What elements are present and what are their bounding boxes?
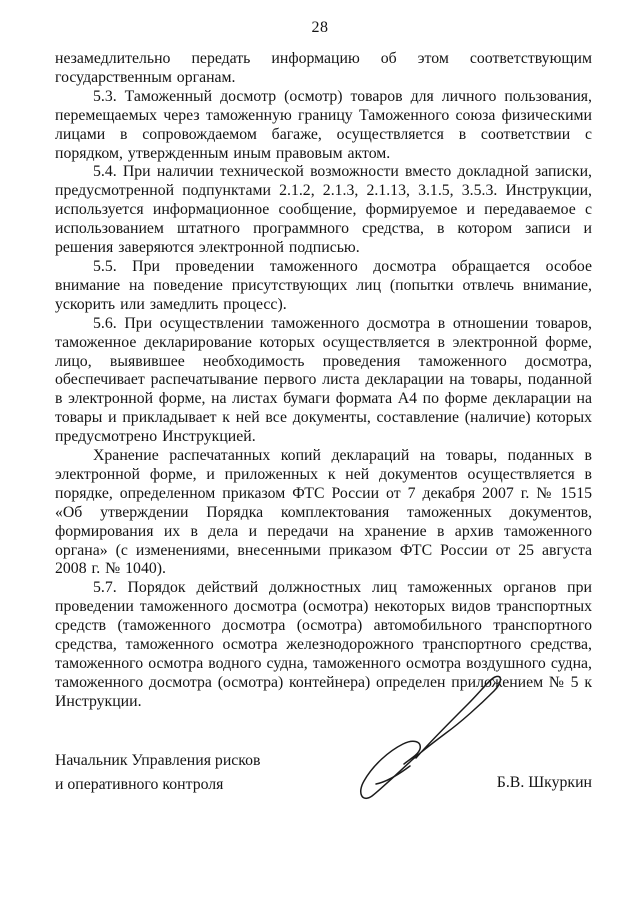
signatory-title-line2: и оперативного контроля [55,775,224,793]
paragraph-5-7: 5.7. Порядок действий должностных лиц таможенных органов при проведении таможенного досмотра (осмотра) некоторых видов транспортных средств (таможенного досмотра (осмотра) автомобильного транспортного средства, таможенного осмотра железнодорожного транспортного средства, таможенного осмотра водного судна, таможенного осмотра воздушного судна, таможенного досмотра (осмотра) контейнера) определен приложением № 5 к Инструкции. [55,579,592,710]
signatory-title [55,749,261,797]
paragraph-5-5: 5.5. При проведении таможенного досмотра обращается особое внимание на поведение присутствующих лиц (попытки отвлечь внимание, ускорить или замедлить процесс). [55,257,592,313]
signature-block [55,749,592,797]
paragraph-5-3: 5.3. Таможенный досмотр (осмотр) товаров для личного пользования, перемещаемых через таможенную границу Таможенного союза физическими лицами в сопровождаемом багаже, осуществляется в соответствии с порядком, утвержденным иным правовым актом. [55,87,592,162]
signatory-name: Б.В. Шкуркин [496,773,592,791]
paragraph-continuation: незамедлительно передать информацию об этом соответствующим государственным органам. [55,50,592,86]
page-number: 28 [311,19,329,36]
paragraph-5-4: 5.4. При наличии технической возможности вместо докладной записки, предусмотренной подпунктами 2.1.2, 2.1.3, 2.1.13, 3.1.5, 3.5.3. Инструкции, используется информационное сообщение, формируемое и передаваемое с использованием штатного программного средства, в котором записи и решения заверяются электронной подписью. [55,163,592,257]
paragraph-5-6: 5.6. При осуществлении таможенного досмотра в отношении товаров, таможенное декларирование которых осуществляется в электронной форме, лицо, выявившее необходимость проведения таможенного досмотра, обеспечивает распечатывание первого листа декларации на товары, поданной в электронной форме, на листах бумаги формата А4 по форме декларации на товары и прикладывает к ней все документы, составление (наличие) которых предусмотрено Инструкцией. [55,314,592,446]
paragraph-storage: Хранение распечатанных копий деклараций на товары, поданных в электронной форме, и приложенных к ней документов осуществляется в порядке, определенном приказом ФТС России от 7 декабря 2007 г. № 1515 «Об утверждении Порядка комплектования таможенных документов, формирования их в дела и передачи на хранение в архив таможенного органа» (с изменениями, внесенными приказом ФТС России от 25 августа 2008 г. № 1040). [55,447,592,578]
signatory-title-line1: Начальник Управления рисков [55,751,261,769]
document-body [55,50,592,712]
